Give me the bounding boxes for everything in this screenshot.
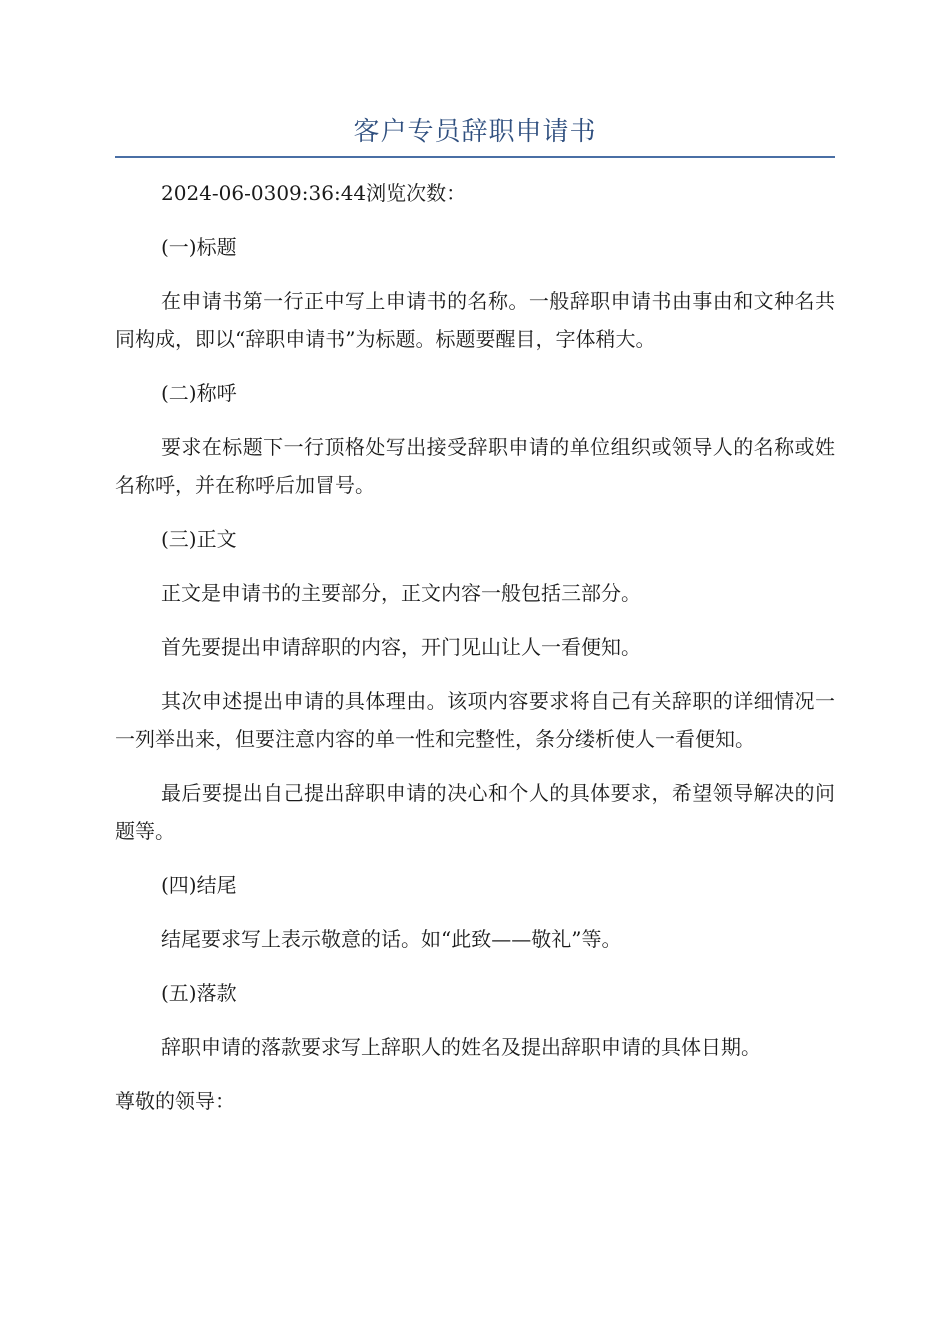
section-text-2: 要求在标题下一行顶格处写出接受辞职申请的单位组织或领导人的名称或姓名称呼，并在称呼后加冒号。 bbox=[115, 435, 835, 497]
section-heading-2: (二)称呼 bbox=[161, 381, 237, 405]
section-paragraph-3-1: 正文是申请书的主要部分，正文内容一般包括三部分。 bbox=[161, 581, 641, 605]
section-paragraph-3-3: 其次申述提出申请的具体理由。该项内容要求将自己有关辞职的详细情况一一列举出来，但要注意内容的单一性和完整性，条分缕析使人一看便知。 bbox=[115, 689, 835, 751]
section-text-5: 辞职申请的落款要求写上辞职人的姓名及提出辞职申请的具体日期。 bbox=[161, 1035, 761, 1059]
section-heading-3: (三)正文 bbox=[161, 527, 237, 551]
section-text-1: 在申请书第一行正中写上申请书的名称。一般辞职申请书由事由和文种名共同构成，即以“辞职申请书”为标题。标题要醒目，字体稍大。 bbox=[115, 289, 835, 351]
section-heading-4: (四)结尾 bbox=[161, 873, 237, 897]
salutation: 尊敬的领导： bbox=[115, 1089, 235, 1113]
section-paragraph-3-4: 最后要提出自己提出辞职申请的决心和个人的具体要求，希望领导解决的问题等。 bbox=[115, 781, 835, 843]
section-paragraph-3-2: 首先要提出申请辞职的内容，开门见山让人一看便知。 bbox=[161, 635, 641, 659]
section-heading-1: (一)标题 bbox=[161, 235, 237, 259]
document-body bbox=[115, 174, 835, 1136]
meta-line: 2024-06-0309:36:44浏览次数： bbox=[161, 181, 467, 205]
document-title: 客户专员辞职申请书 bbox=[353, 117, 597, 147]
section-heading-5: (五)落款 bbox=[161, 981, 237, 1005]
title-block bbox=[115, 112, 835, 158]
section-text-4: 结尾要求写上表示敬意的话。如“此致——敬礼”等。 bbox=[161, 927, 622, 951]
